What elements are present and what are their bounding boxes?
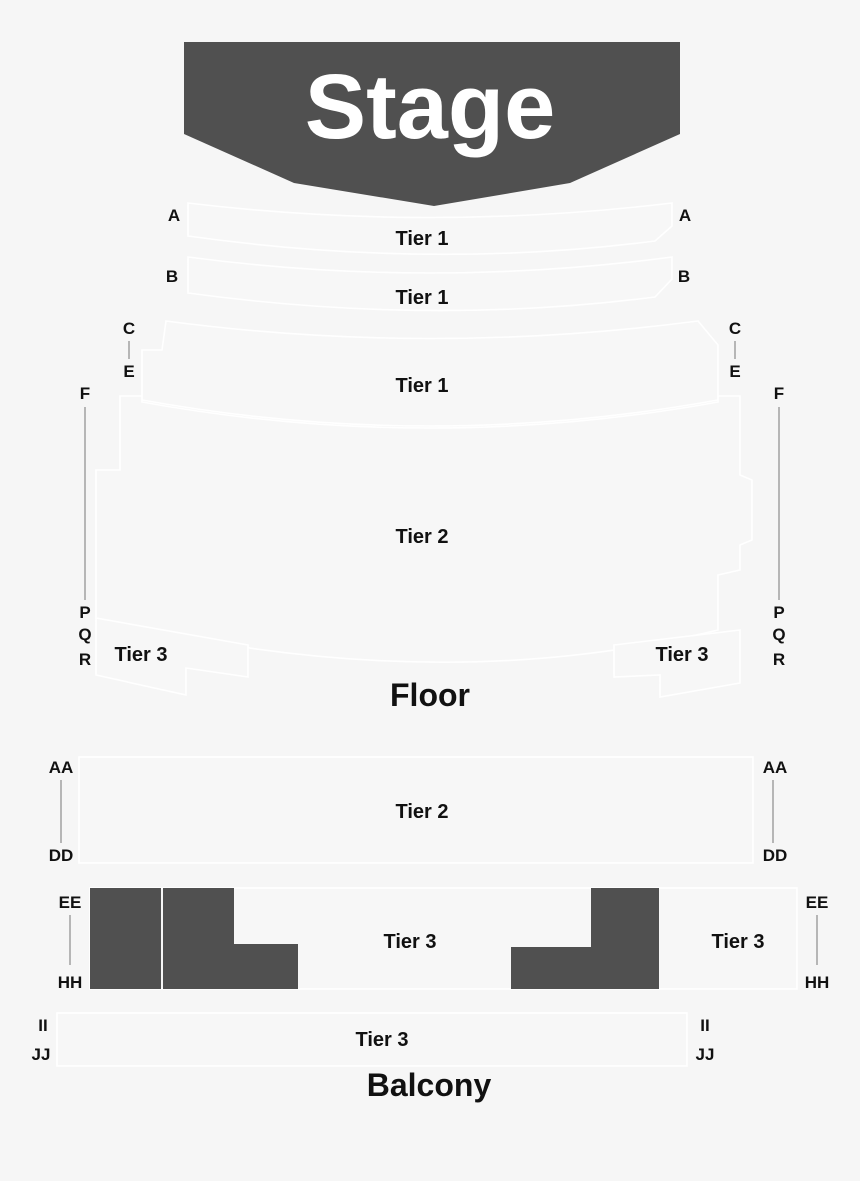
row-a-right-label: A — [678, 206, 692, 225]
rows-ee-hh-right-tier-label: Tier 3 — [711, 931, 765, 953]
row-e-left-label: E — [123, 362, 135, 381]
floor-section-rows-c-e[interactable] — [142, 321, 718, 426]
row-q-right-label: Q — [772, 625, 786, 644]
floor-section-row-a[interactable] — [188, 203, 672, 254]
rows-c-e-tier-label: Tier 1 — [395, 375, 449, 397]
row-b-right-label: B — [677, 267, 691, 286]
balcony-section-rows-aa-dd[interactable] — [79, 757, 753, 863]
floor-section-rows-f-p[interactable] — [96, 396, 752, 662]
row-r-right-label: R — [772, 650, 786, 669]
row-b-tier-label: Tier 1 — [395, 287, 449, 309]
row-a-tier-label: Tier 1 — [395, 228, 449, 250]
row-hh-left-label: HH — [57, 973, 83, 992]
row-a-left-label: A — [167, 206, 181, 225]
row-e-right-label: E — [729, 362, 741, 381]
row-aa-right-label: AA — [762, 758, 788, 777]
row-p-left-label: P — [79, 603, 91, 622]
balcony-section-rows-ee-hh[interactable] — [90, 888, 797, 989]
rows-ee-hh-center-tier-label: Tier 3 — [383, 931, 437, 953]
row-c-left-label: C — [122, 319, 136, 338]
rows-q-r-left-tier-label: Tier 3 — [114, 644, 168, 666]
stage[interactable] — [184, 42, 680, 206]
row-dd-left-label: DD — [48, 846, 74, 865]
row-jj-left-label: JJ — [31, 1045, 51, 1064]
row-q-left-label: Q — [78, 625, 92, 644]
row-b-left-label: B — [165, 267, 179, 286]
rows-c-e-outline — [142, 321, 718, 426]
row-dd-right-label: DD — [762, 846, 788, 865]
rows-q-r-right-tier-label: Tier 3 — [655, 644, 709, 666]
row-p-right-label: P — [773, 603, 785, 622]
row-ii-left-label: II — [38, 1016, 48, 1035]
floor-label: Floor — [390, 677, 470, 713]
row-ee-left-label: EE — [58, 893, 82, 912]
row-hh-right-label: HH — [804, 973, 830, 992]
row-ii-right-label: II — [700, 1016, 710, 1035]
row-r-left-label: R — [78, 650, 92, 669]
rows-aa-dd-tier-label: Tier 2 — [395, 801, 449, 823]
balcony-section-rows-ii-jj[interactable] — [57, 1013, 687, 1066]
row-aa-left-label: AA — [48, 758, 74, 777]
row-ee-right-label: EE — [805, 893, 829, 912]
rows-f-p-tier-label: Tier 2 — [395, 526, 449, 548]
row-jj-right-label: JJ — [695, 1045, 715, 1064]
row-f-left-label: F — [79, 384, 91, 403]
row-f-right-label: F — [773, 384, 785, 403]
balcony-label: Balcony — [366, 1067, 492, 1103]
row-c-right-label: C — [728, 319, 742, 338]
floor-section-row-b[interactable] — [188, 257, 672, 311]
stage-label: Stage — [304, 56, 556, 158]
rows-ii-jj-tier-label: Tier 3 — [355, 1029, 409, 1051]
